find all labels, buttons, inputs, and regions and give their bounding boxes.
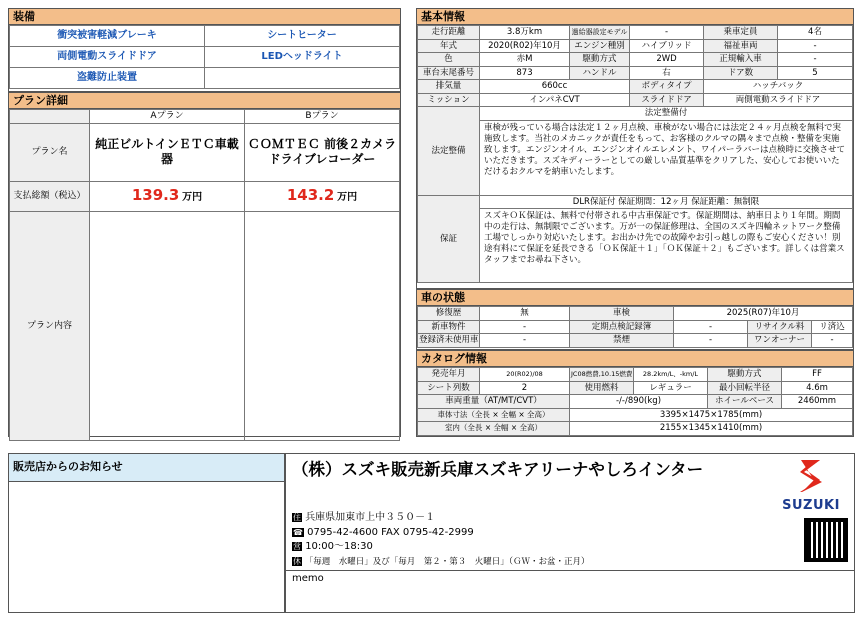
- plan-title: プラン詳細: [9, 93, 400, 109]
- basic-panel: [416, 8, 854, 289]
- cell: 2155×1345×1410(mm): [570, 422, 853, 436]
- cell: ミッション: [418, 93, 480, 107]
- cell: -: [674, 320, 748, 334]
- cell: 4名: [778, 26, 853, 40]
- cell: 乗車定員: [704, 26, 778, 40]
- equipment-table: [9, 25, 400, 89]
- cell: 4.6m: [782, 381, 853, 395]
- notice-title: 販売店からのお知らせ: [9, 454, 284, 482]
- qr-code: [804, 518, 848, 562]
- brand-text: SUZUKI: [782, 498, 840, 513]
- catalog-panel: [416, 350, 854, 437]
- maint-text: 車検が残っている場合は法定１２ヶ月点検、車検がない場合には法定２４ヶ月点検を無料で実施致します。当社のメカニックが責任をもって、お客様のクルマの隅々まで点検・整備を実施致します。エンジンオイル、エンジンオイルエレメント、ワイパーラバーは点検時に交換させていただきます。スズキディーラーとしての厳しい品質基準をクリアした、安心してお使いいただけるおクルマを納車いたします。: [480, 120, 853, 195]
- cell: 右: [630, 66, 704, 80]
- cell: レギュラー: [634, 381, 708, 395]
- cell: 28.2km/L、-km/L: [634, 368, 708, 382]
- suzuki-logo: [774, 458, 848, 512]
- plan-b-price: 143.2: [286, 185, 335, 204]
- cell: インパネCVT: [480, 93, 630, 107]
- equipment-panel: [8, 8, 401, 92]
- plan-table: [9, 109, 400, 441]
- basic-title: 基本情報: [417, 9, 853, 25]
- cell: 年式: [418, 39, 480, 53]
- plan-b-label: Bプラン: [245, 110, 400, 124]
- plan-a-price-cell: [90, 181, 245, 211]
- cell: スライドドア: [630, 93, 704, 107]
- cell: 過給器設定モデル: [570, 26, 630, 40]
- dealer-panel: [285, 453, 855, 613]
- equip-item: 盗難防止装置: [10, 68, 205, 89]
- cell: -: [778, 39, 853, 53]
- cell: 最小回転半径: [708, 381, 782, 395]
- plan-a-name: 純正ビルトインＥＴＣ車載器: [90, 123, 245, 181]
- warranty-head: DLR保証付 保証期間：12ヶ月 保証距離：無制限: [480, 195, 853, 209]
- phone: 0795-42-4600 FAX 0795-42-2999: [307, 526, 474, 538]
- plan-corner: [10, 110, 90, 124]
- plan-content-label: プラン内容: [10, 211, 90, 440]
- cell: 2: [480, 381, 570, 395]
- cell: ハンドル: [570, 66, 630, 80]
- cell: 禁煙: [570, 334, 674, 348]
- basic-table: [417, 25, 853, 283]
- memo-box: [286, 570, 854, 612]
- condition-table: [417, 306, 853, 348]
- cell: -: [630, 26, 704, 40]
- notice-panel: [8, 453, 285, 613]
- plan-b-unit: 万円: [337, 191, 358, 203]
- cell: エンジン種別: [570, 39, 630, 53]
- memo-label: memo: [292, 573, 324, 584]
- address: 兵庫県加東市上中３５０－１: [305, 512, 436, 523]
- cell: リサイクル料: [748, 320, 812, 334]
- cell: 新車物件: [418, 320, 480, 334]
- cell: -: [778, 53, 853, 67]
- cell: 無: [480, 307, 570, 321]
- holiday-icon: 休: [293, 556, 301, 566]
- cell: 3.8万km: [480, 26, 570, 40]
- cell: ドア数: [704, 66, 778, 80]
- hours: 10:00～18:30: [305, 541, 373, 552]
- cell: 5: [778, 66, 853, 80]
- cell: -/-/890(kg): [570, 395, 708, 409]
- maint-label: 法定整備: [418, 107, 480, 196]
- cell: 使用燃料: [570, 381, 634, 395]
- condition-title: 車の状態: [417, 290, 853, 306]
- cell: 福祉車両: [704, 39, 778, 53]
- equip-item: 両側電動スライドドア: [10, 47, 205, 68]
- cell: -: [812, 334, 853, 348]
- cell: 20(R02)/08: [480, 368, 570, 382]
- plan-b-price-cell: [245, 181, 400, 211]
- cell: シート列数: [418, 381, 480, 395]
- plan-a-unit: 万円: [182, 191, 203, 203]
- cell: 色: [418, 53, 480, 67]
- cell: リ済込: [812, 320, 853, 334]
- plan-a-price: 139.3: [131, 185, 180, 204]
- cell: 873: [480, 66, 570, 80]
- plan-price-label: 支払総額（税込）: [10, 181, 90, 211]
- cell: 登録済未使用車: [419, 335, 479, 346]
- plan-b-content: [245, 211, 400, 440]
- cell: 走行距離: [418, 26, 480, 40]
- cell: ハイブリッド: [630, 39, 704, 53]
- cell: 正規輸入車: [704, 53, 778, 67]
- cell: JC08燃費,10.15燃費: [570, 368, 634, 382]
- cell: ハッチバック: [704, 80, 853, 94]
- maint-head: 法定整備付: [480, 107, 853, 121]
- equip-item: 衝突被害軽減ブレーキ: [10, 26, 205, 47]
- cell: 車検: [570, 307, 674, 321]
- catalog-title: カタログ情報: [417, 351, 853, 367]
- holiday: 「毎週 水曜日」及び「毎月 第２・第３ 火曜日」（ＧＷ・お盆・正月）: [304, 556, 590, 567]
- cell: 2WD: [630, 53, 704, 67]
- cell: 定期点検記録簿: [570, 320, 674, 334]
- cell: 修復歴: [418, 307, 480, 321]
- cell: 排気量: [418, 80, 480, 94]
- condition-panel: [416, 289, 854, 350]
- cell: 室内（全長 × 全幅 × 全高）: [418, 422, 570, 436]
- cell: -: [674, 334, 748, 348]
- catalog-table: [417, 367, 853, 436]
- phone-icon: ☎: [293, 527, 303, 537]
- cell: ホイールベース: [708, 395, 782, 409]
- cell: 車台末尾番号: [418, 66, 480, 80]
- equip-item: LEDヘッドライト: [205, 47, 400, 68]
- cell: FF: [782, 368, 853, 382]
- cell: 2020(R02)年10月: [480, 39, 570, 53]
- equipment-title: 装備: [9, 9, 400, 25]
- cell: 駆動方式: [570, 53, 630, 67]
- warranty-label: 保証: [418, 195, 480, 283]
- plan-b-name: ＣＯＭＴＥＣ 前後２カメラドライブレコーダー: [245, 123, 400, 181]
- cell: 車両重量（AT/MT/CVT）: [418, 395, 570, 409]
- address-icon: 住: [293, 513, 301, 522]
- plan-a-label: Aプラン: [90, 110, 245, 124]
- cell: 3395×1475×1785(mm): [570, 408, 853, 422]
- equip-item: シートヒーター: [205, 26, 400, 47]
- equip-item: [205, 68, 400, 89]
- cell: 2460mm: [782, 395, 853, 409]
- cell: 赤M: [480, 53, 570, 67]
- dealer-name: （株）スズキ販売新兵庫スズキアリーナやしろインター: [292, 460, 704, 479]
- cell: 660cc: [480, 80, 630, 94]
- cell: 2025(R07)年10月: [674, 307, 853, 321]
- cell: ボディタイプ: [630, 80, 704, 94]
- warranty-text: スズキＯＫ保証は、無料で付帯される中古車保証です。保証期間は、納車日より１年間。期間中の走行は、無制限でございます。万が一の保証修理は、全国のスズキ四輪ネットワーク整備工場でしっかり対応いたします。お出かけ先での故障やお引っ越しの際もご安心ください！別途有料にて保証を延長できる「ＯＫ保証＋１」「ＯＫ保証＋２」もございます。詳しくは営業スタッフまでお尋ね下さい。: [480, 209, 853, 283]
- cell: 駆動方式: [708, 368, 782, 382]
- cell: -: [480, 320, 570, 334]
- cell: 車体寸法（全長 × 全幅 × 全高）: [418, 408, 570, 422]
- plan-name-label: プラン名: [10, 123, 90, 181]
- suzuki-s-icon: [774, 458, 848, 494]
- dealer-info: [292, 511, 589, 569]
- plan-panel: [8, 92, 401, 437]
- hours-icon: 営: [293, 542, 301, 551]
- cell: ワンオーナー: [748, 334, 812, 348]
- cell: 両側電動スライドドア: [704, 93, 853, 107]
- cell: -: [480, 334, 570, 348]
- cell: 発売年月: [418, 368, 480, 382]
- plan-a-content: [90, 211, 245, 440]
